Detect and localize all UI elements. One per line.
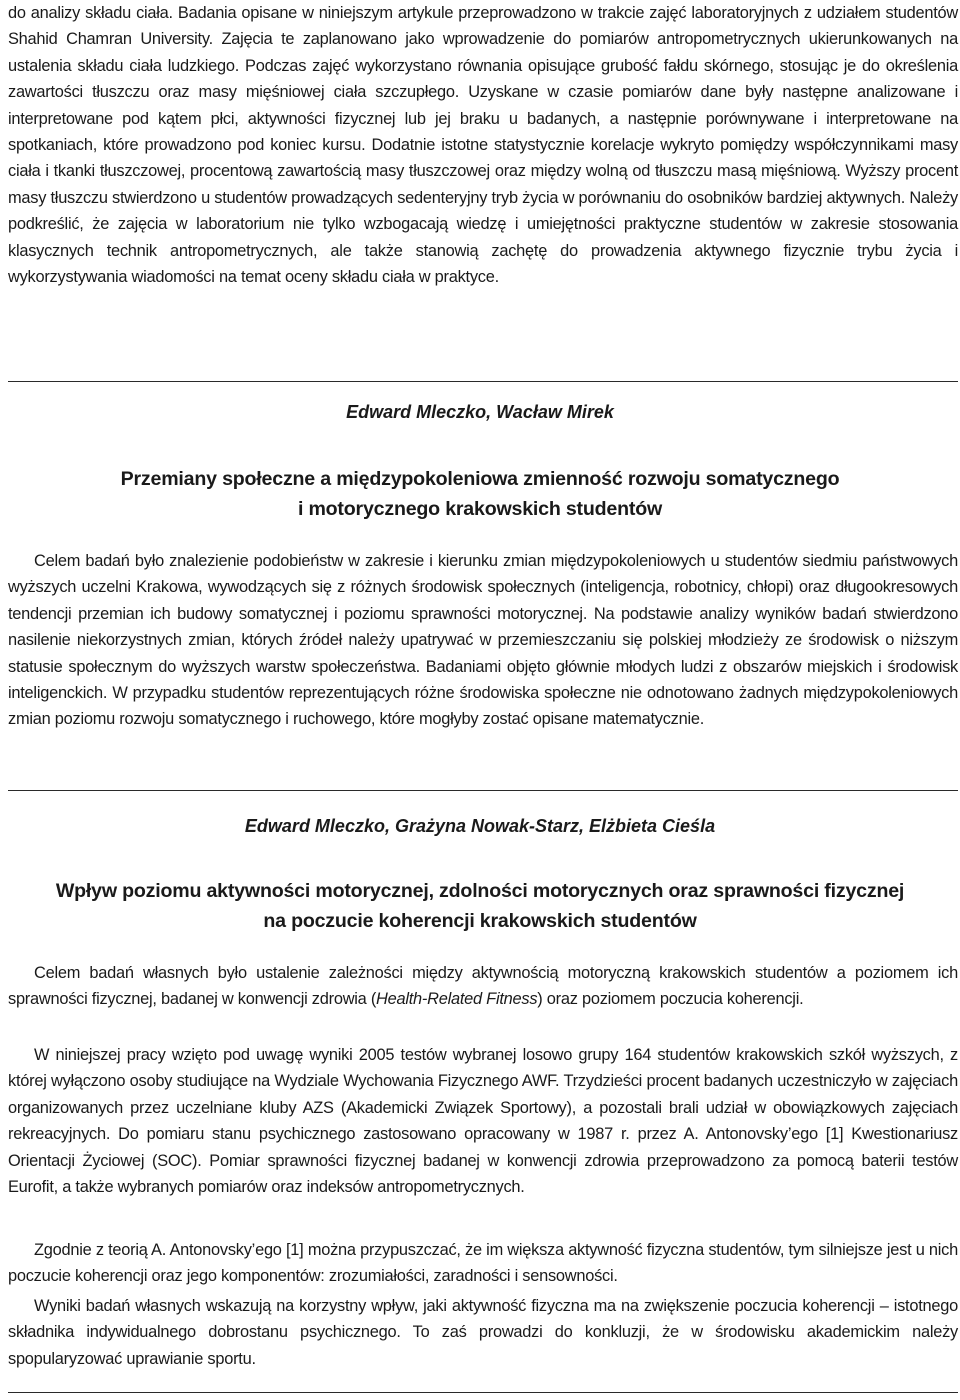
abstract-2-title	[0, 876, 960, 936]
abstract-2-title-line-1: Wpływ poziomu aktywności motorycznej, zdolności motorycznych oraz sprawności fizycznej	[55, 880, 905, 902]
abstract-2-authors: Edward Mleczko, Grażyna Nowak-Starz, Elżbieta Cieśla	[244, 816, 716, 836]
abstract-2-paragraph-2: W niniejszej pracy wzięto pod uwagę wyniki 2005 testów wybranej losowo grupy 164 studentów krakowskich szkół wyższych, z której wyłączono osoby studiujące na Wydziale Wychowania Fizycznego AWF. Trzydzieści procent badanych uczestniczyło w zajęciach organizowanych przez uczelniane kluby AZS (Akademicki Związek Sportowy), a pozostali brali udział w obowiązkowych zajęciach rekreacyjnych. Do pomiaru stanu psychicznego zastosowano opracowany w 1987 r. przez A. Antonovsky’ego [1] Kwestionariusz Orientacji Życiowej (SOC). Pomiar sprawności fizycznej badanej w konwencji zdrowia przeprowadzono za pomocą baterii testów Eurofit, a także wybranych pomiarów oraz indeksów antropometrycznych.	[8, 1046, 958, 1197]
abstract-1-title	[0, 464, 960, 524]
abstract-2-paragraph-4: Wyniki badań własnych wskazują na korzystny wpływ, jaki aktywność fizyczna ma na zwiększenie poczucia koherencji – istotnego składnika indywidualnego dobrostanu psychicznego. To zaś prowadzi do konkluzji, że w środowisku akademickim należy spopularyzować uprawianie sportu.	[8, 1297, 958, 1368]
abstract-1-title-line-2: i motorycznego krakowskich studentów	[297, 498, 663, 520]
abstract-1-paragraph: Celem badań było znalezienie podobieństw w zakresie i kierunku zmian międzypokoleniowych u studentów siedmiu państwowych wyższych uczelni Krakowa, wywodzących się z różnych środowisk społecznych (inteligencja, robotnicy, chłopi) oraz długookresowych tendencji przemian ich budowy somatycznej i poziomu sprawności motorycznej. Na podstawie analizy wyników badań stwierdzono nasilenie niekorzystnych zmian, których źródeł należy upatrywać w przemieszczaniu się polskiej młodzieży ze środowisk o niższym statusie społecznym do wyższych warstw społeczeństwa. Badaniami objęto głównie młodych ludzi z obszarów miejskich i środowisk inteligenckich. W przypadku studentów reprezentujących różne środowiska społeczne nie odnotowano żadnych międzypokoleniowych zmian poziomu rozwoju somatycznego i ruchowego, które mogłyby zostać opisane matematycznie.	[8, 552, 958, 729]
abstract-2-p1-text: Celem badań własnych było ustalenie zależności między aktywnością motoryczną krakowskich studentów a poziomem ich sprawności fizycznej, badanej w konwencji zdrowia (	[8, 964, 958, 1009]
section-divider	[8, 381, 958, 382]
abstract-2-paragraph-1	[8, 960, 958, 1013]
abstract-2-paragraph-3: Zgodnie z teorią A. Antonovsky’ego [1] można przypuszczać, że im większa aktywność fizyczna studentów, tym silniejsze jest u nich poczucie koherencji oraz jego komponentów: zrozumiałości, zaradności i sensowności.	[8, 1241, 958, 1286]
abstract-2-p1-text-end: ) oraz poziomem poczucia koherencji.	[537, 990, 804, 1009]
abstract-1-title-line-1: Przemiany społeczne a międzypokoleniowa zmienność rozwoju somatycznego	[120, 468, 840, 490]
section-divider	[8, 790, 958, 791]
abstract-1-authors: Edward Mleczko, Wacław Mirek	[346, 402, 614, 422]
section-divider	[8, 1392, 958, 1393]
abstract-2-title-line-2: na poczucie koherencji krakowskich studentów	[263, 910, 697, 932]
intro-paragraph: do analizy składu ciała. Badania opisane w niniejszym artykule przeprowadzono w trakcie zajęć laboratoryjnych z udziałem studentów Shahid Chamran University. Zajęcia te zaplanowano jako wprowadzenie do pomiarów antropometrycznych ukierunkowanych na ustalenia składu ciała ludzkiego. Podczas zajęć wykorzystano równania opisujące grubość fałdu skórnego, stosując je do określenia zawartości tłuszczu oraz masy mięśniowej ciała szczupłego. Uzyskane w czasie pomiarów dane były następne analizowane i interpretowane pod kątem płci, aktywności fizycznej lub jej braku u badanych, a następnie porównywane i interpretowane na spotkaniach, które prowadzono pod koniec kursu. Dodatnie istotne statystycznie korelacje wykryto pomiędzy współczynnikami masy ciała i tkanki tłuszczowej, procentową zawartością masy tłuszczowej oraz między wolną od tłuszczu masą mięśniową. Wyższy procent masy tłuszczu stwierdzono u studentów prowadzących sedenteryjny tryb życia w porównaniu do osobników bardziej aktywnych. Należy podkreślić, że zajęcia w laboratorium nie tylko wzbogacają wiedzę i umiejętności praktyczne studentów w zakresie stosowania klasycznych technik antropometrycznych, ale także stanowią zachętę do prowadzenia aktywnego fizycznie trybu życia i wykorzystywania wiadomości na temat oceny składu ciała w praktyce.	[8, 4, 958, 287]
abstract-2-p1-italic: Health-Related Fitness	[376, 990, 538, 1009]
